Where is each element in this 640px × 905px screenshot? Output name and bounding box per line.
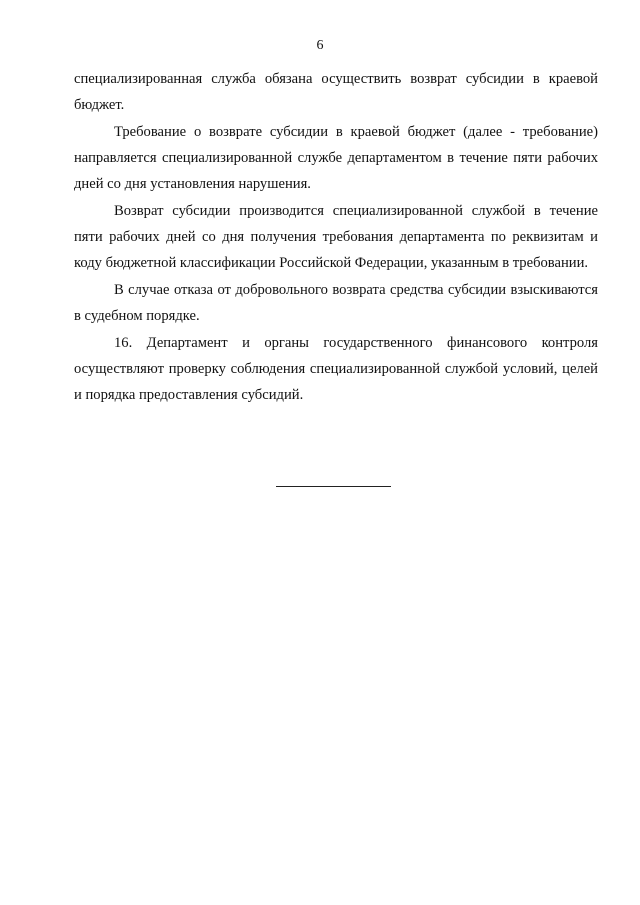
paragraph-control-check: 16. Департамент и органы государственного финансового контроля осуществляют проверку соблюдения специализированной службой условий, целей и порядка предоставления субсидий. (74, 335, 598, 403)
page-number: 6 (316, 38, 324, 53)
paragraph-court-recovery: В случае отказа от добровольного возврата средства субсидии взыскиваются в судебном порядке. (74, 282, 598, 324)
document-body (74, 66, 598, 408)
paragraph-requirement-direction: Требование о возврате субсидии в краевой бюджет (далее - требование) направляется специализированной службе департаментом в течение пяти рабочих дней со дня установления нарушения. (74, 124, 598, 192)
paragraph-subsidy-return: Возврат субсидии производится специализированной службой в течение пяти рабочих дней со дня получения требования департамента по реквизитам и коду бюджетной классификации Российской Федерации, указанным в требовании. (74, 203, 598, 271)
document-end-rule (276, 486, 391, 487)
paragraph-continuation: специализированная служба обязана осуществить возврат субсидии в краевой бюджет. (74, 71, 598, 113)
